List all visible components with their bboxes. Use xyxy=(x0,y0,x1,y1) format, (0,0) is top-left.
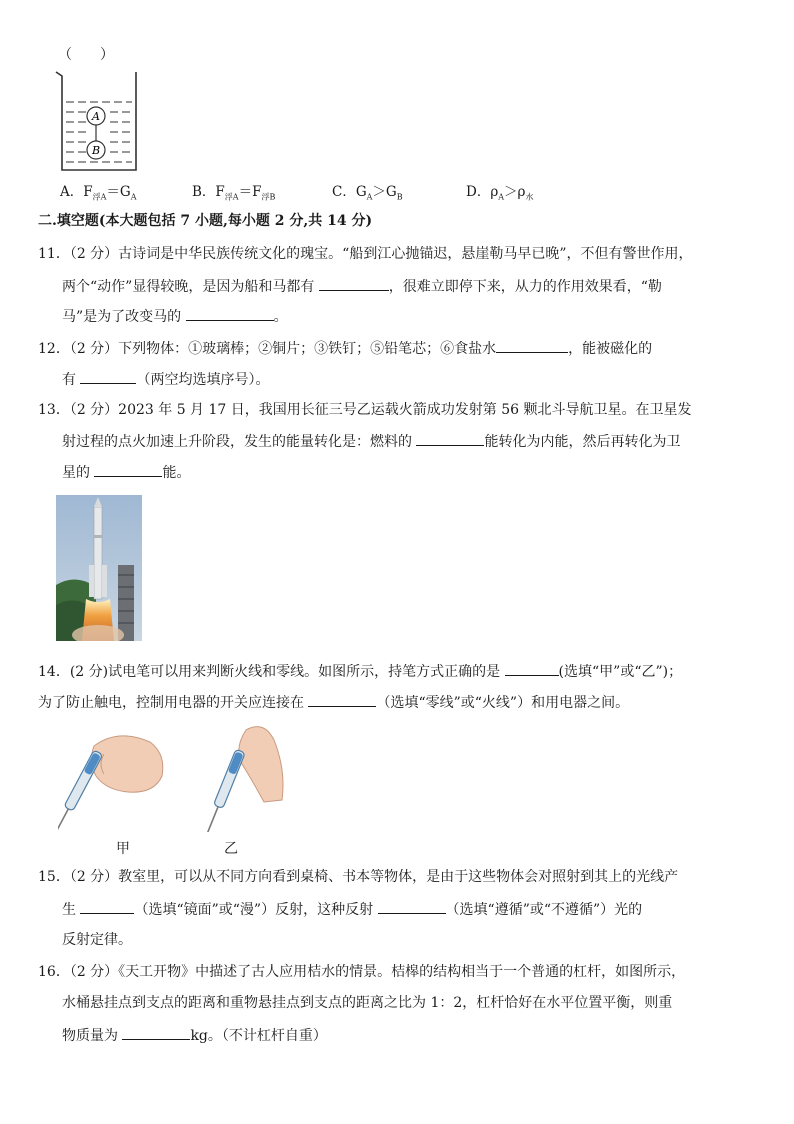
answer-blank[interactable] xyxy=(319,275,389,291)
q15-line-2: 生 （选填“镜面”或“漫”）反射，这种反射 （选填“遵循”或“不遵循”）光的 xyxy=(62,898,642,920)
answer-blank[interactable] xyxy=(496,337,568,353)
q11-line-2: 两个“动作”显得较晚，是因为船和马都有 ，很难立即停下来，从力的作用效果看，“勒 xyxy=(62,275,662,297)
section-header: 二.填空题(本大题包括 7 小题,每小题 2 分,共 14 分) xyxy=(38,213,373,229)
answer-blank[interactable] xyxy=(80,368,136,384)
caption-yi: 乙 xyxy=(224,841,238,857)
q11-line-3: 马”是为了改变马的 。 xyxy=(62,305,288,327)
q13-line-3: 星的 能。 xyxy=(62,461,190,483)
answer-blank[interactable] xyxy=(378,898,446,914)
answer-blank[interactable] xyxy=(80,898,134,914)
q14-line-2: 为了防止触电，控制用电器的开关应连接在 （选填“零线”或“火线”）和用电器之间。 xyxy=(38,691,629,713)
q15-line-1: 15．（2 分）教室里，可以从不同方向看到桌椅、书本等物体，是由于这些物体会对照射到其上的光线产 xyxy=(38,869,679,885)
answer-blank[interactable] xyxy=(94,461,162,477)
test-pen-grip-jia xyxy=(58,724,168,832)
option-d: D．$\rho_A>\rho_水$ xyxy=(466,184,534,202)
q16-line-1: 16．（2 分）《天工开物》中描述了古人应用桔水的情景。桔槔的结构相当于一个普通的杠杆，如图所示， xyxy=(38,964,686,980)
answer-paren: （ ） xyxy=(58,47,114,63)
test-pen-grip-yi xyxy=(194,720,304,832)
q15-line-3: 反射定律。 xyxy=(62,932,132,948)
answer-blank[interactable] xyxy=(416,430,484,446)
beaker-figure xyxy=(52,66,144,176)
q14-line-1: 14．(2 分)试电笔可以用来判断火线和零线。如图所示，持笔方式正确的是 (选填“甲”或“乙”)； xyxy=(38,660,682,682)
ball-b-label: B xyxy=(91,144,101,157)
option-a: A．$F_{浮A}=G_A$ xyxy=(60,184,137,202)
q16-line-2: 水桶悬挂点到支点的距离和重物悬挂点到支点的距离之比为 1：2，杠杆恰好在水平位置平衡，则重 xyxy=(62,995,673,1011)
q11-line-1: 11．（2 分）古诗词是中华民族传统文化的瑰宝。“船到江心抛锚迟，悬崖勒马早已晚”，不但有警世作用， xyxy=(38,246,693,262)
rocket-launch-photo xyxy=(56,495,142,641)
answer-blank[interactable] xyxy=(186,305,274,321)
q13-line-2: 射过程的点火加速上升阶段，发生的能量转化是：燃料的 能转化为内能，然后再转化为卫 xyxy=(62,430,680,452)
answer-blank[interactable] xyxy=(122,1024,190,1040)
q12-line-1: 12．（2 分）下列物体：①玻璃棒；②铜片；③铁钉；⑤铅笔芯；⑥食盐水 ，能被磁化的 xyxy=(38,337,652,359)
option-b: B．$F_{浮A}=F_{浮B}$ xyxy=(192,184,276,202)
caption-jia: 甲 xyxy=(116,841,130,857)
option-c: C．$G_A>G_B$ xyxy=(332,184,403,202)
q13-line-1: 13．（2 分）2023 年 5 月 17 日，我国用长征三号乙运载火箭成功发射第 56 颗北斗导航卫星。在卫星发 xyxy=(38,402,692,418)
ball-a-label: A xyxy=(92,110,100,123)
answer-blank[interactable] xyxy=(308,691,376,707)
q16-line-3: 物质量为 kg。（不计杠杆自重） xyxy=(62,1024,327,1046)
q12-line-2: 有 （两空均选填序号）。 xyxy=(62,368,269,390)
answer-blank[interactable] xyxy=(505,660,559,676)
